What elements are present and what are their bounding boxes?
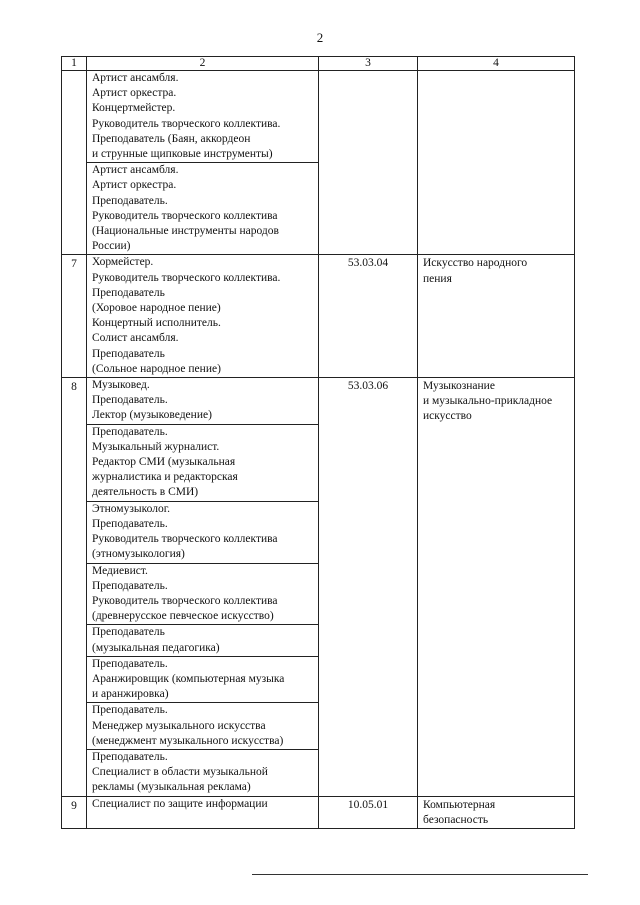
specialty-line: пения [423, 272, 452, 285]
qualification-line: (этномузыкология) [92, 548, 185, 561]
qualification-line: Преподаватель. [92, 194, 168, 207]
qualification-line: Руководитель творческого коллектива [92, 209, 278, 222]
qualification-line: Этномузыколог. [92, 502, 170, 515]
qualification-line: Преподаватель. [92, 394, 168, 407]
qualification-line: журналистика и редакторская [92, 471, 238, 484]
qualifications-table [61, 56, 575, 829]
qualification-line: Аранжировщик (компьютерная музыка [92, 672, 285, 685]
specialty-line: и музыкально-прикладное [423, 395, 553, 408]
qualification-line: Артист ансамбля. [92, 164, 179, 177]
qualification-line: Медиевист. [92, 564, 148, 577]
qualification-line: Преподаватель. [92, 657, 168, 670]
row-number: 9 [62, 796, 87, 828]
qualification-line: Преподаватель (Баян, аккордеон [92, 132, 251, 145]
qualification-group [87, 502, 318, 564]
specialty-line: безопасность [423, 813, 489, 826]
table-row [62, 255, 575, 378]
specialty-name [418, 378, 575, 796]
specialty-code: 53.03.04 [319, 255, 418, 378]
specialty-line: искусство [423, 410, 472, 423]
qualification-group [87, 750, 318, 796]
qualification-line: деятельность в СМИ) [92, 486, 199, 499]
qualification-line: Преподаватель [92, 626, 165, 639]
qualification-line: рекламы (музыкальная реклама) [92, 781, 251, 794]
qualification-line: Руководитель творческого коллектива [92, 594, 278, 607]
qualification-line: Преподаватель. [92, 425, 168, 438]
table-row [62, 378, 575, 796]
row-number [62, 71, 87, 255]
qualifications-cell [87, 255, 319, 378]
specialty-line: Искусство народного [423, 257, 528, 270]
qualification-group [87, 425, 318, 502]
specialty-name [418, 796, 575, 828]
qualifications-cell [87, 796, 319, 828]
page-number: 2 [316, 30, 324, 45]
qualification-line: (Сольное народное пение) [92, 362, 221, 375]
qualification-line: Специалист по защите информации [92, 797, 268, 810]
table-header-row [62, 57, 575, 71]
qualification-group [87, 255, 318, 377]
qualification-line: Преподаватель [92, 347, 165, 360]
header-col-3: 3 [319, 57, 418, 71]
specialty-code [319, 71, 418, 255]
table-row [62, 71, 575, 255]
qualification-group [87, 657, 318, 704]
qualification-group [87, 625, 318, 656]
specialty-line: Музыкознание [423, 380, 495, 393]
qualification-group [87, 564, 318, 626]
specialty-name [418, 255, 575, 378]
qualification-line: России) [92, 240, 131, 253]
qualification-line: (музыкальная педагогика) [92, 641, 220, 654]
qualification-line: (Национальные инструменты народов [92, 225, 279, 238]
qualification-line: Музыкальный журналист. [92, 440, 220, 453]
header-col-4: 4 [418, 57, 575, 71]
qualification-line: Преподаватель. [92, 517, 168, 530]
qualification-line: Менеджер музыкального искусства [92, 719, 266, 732]
row-number: 7 [62, 255, 87, 378]
qualification-group [87, 71, 318, 163]
qualification-line: Концертмейстер. [92, 102, 176, 115]
qualification-line: Музыковед. [92, 379, 150, 392]
qualification-line: и аранжировка) [92, 688, 169, 701]
qualification-line: Преподаватель. [92, 750, 168, 763]
table-row [62, 796, 575, 828]
qualification-line: Преподаватель. [92, 579, 168, 592]
qualification-line: Руководитель творческого коллектива. [92, 271, 281, 284]
qualification-group [87, 378, 318, 425]
qualification-line: и струнные щипковые инструменты) [92, 148, 273, 161]
qualification-line: Солист ансамбля. [92, 332, 179, 345]
qualification-group [87, 703, 318, 750]
specialty-name [418, 71, 575, 255]
qualification-line: (древнерусское певческое искусство) [92, 610, 274, 623]
qualification-line: Концертный исполнитель. [92, 317, 221, 330]
header-col-1: 1 [62, 57, 87, 71]
qualifications-cell [87, 71, 319, 255]
qualification-group [87, 797, 318, 812]
qualification-line: Преподаватель [92, 286, 165, 299]
specialty-code: 53.03.06 [319, 378, 418, 796]
qualification-line: Хормейстер. [92, 256, 154, 269]
qualification-line: Артист ансамбля. [92, 72, 179, 84]
row-number: 8 [62, 378, 87, 796]
footer-rule [252, 874, 588, 875]
header-col-2: 2 [87, 57, 319, 71]
qualification-line: Руководитель творческого коллектива [92, 533, 278, 546]
specialty-code: 10.05.01 [319, 796, 418, 828]
specialty-line: Компьютерная [423, 798, 496, 811]
qualification-line: Лектор (музыковедение) [92, 409, 212, 422]
qualification-line: Руководитель творческого коллектива. [92, 117, 281, 130]
qualification-group [87, 163, 318, 254]
qualification-line: Артист оркестра. [92, 87, 177, 100]
qualifications-cell [87, 378, 319, 796]
qualification-line: Артист оркестра. [92, 179, 177, 192]
qualification-line: (Хоровое народное пение) [92, 302, 221, 315]
qualification-line: (менеджмент музыкального искусства) [92, 734, 284, 747]
qualification-line: Преподаватель. [92, 704, 168, 717]
qualification-line: Специалист в области музыкальной [92, 766, 268, 779]
qualification-line: Редактор СМИ (музыкальная [92, 456, 236, 469]
